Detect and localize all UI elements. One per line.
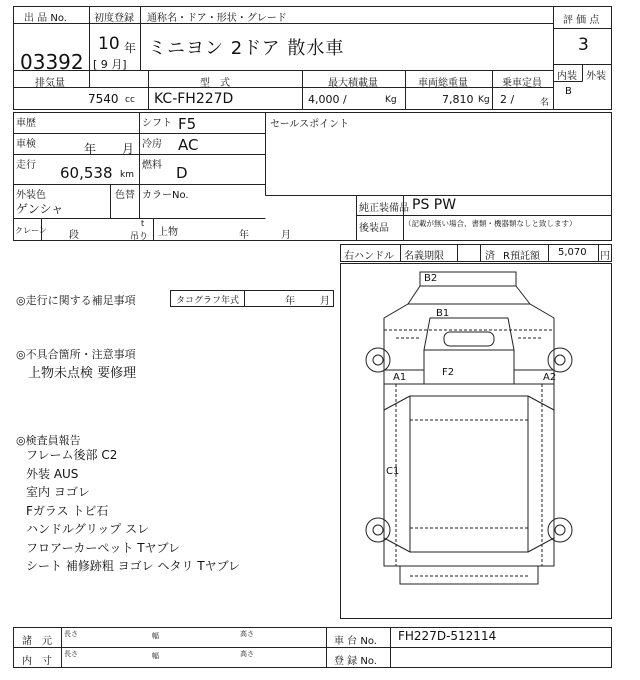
recycle-prefix: 済	[485, 251, 495, 262]
interior-dim-label: 内 寸	[22, 656, 52, 667]
reg-month-box: [ 9 月]	[93, 58, 127, 71]
defect-item: 上物未点検 要修理	[28, 366, 137, 381]
name-change-label: 名義期限	[404, 251, 444, 262]
capacity-unit: 名	[540, 98, 550, 108]
length-label: 長さ	[64, 630, 78, 638]
steering: 右ハンドル	[344, 251, 394, 262]
crane-ton-unit: t	[141, 219, 145, 228]
history-label: 車歴	[16, 118, 36, 129]
name-label: 通称名・ドア・形状・グレード	[147, 13, 287, 24]
selling-points-label: セールスポイント	[270, 119, 350, 130]
inspector-label: ◎検査員報告	[16, 434, 81, 447]
inspector-item: 室内 ヨゴレ	[26, 485, 90, 499]
inspector-item: フレーム後部 C2	[26, 448, 118, 462]
displacement-label: 排気量	[35, 78, 65, 89]
capacity-label: 乗車定員	[502, 78, 542, 89]
reg-year: 10	[98, 34, 120, 54]
year-unit: 年	[124, 41, 137, 55]
recycle-value: 5,070	[558, 247, 587, 258]
exterior-label: 外装	[586, 71, 606, 82]
grade: 3	[578, 35, 589, 55]
fuel-label: 燃料	[142, 160, 162, 171]
shift: F5	[178, 115, 197, 133]
inspector-item: フロアーカーペット Tヤブレ	[26, 540, 181, 555]
inspector-item: 外装 AUS	[26, 466, 79, 481]
fuel: D	[176, 164, 188, 182]
inspection-label: 車検	[16, 139, 36, 150]
mark-a2: A2	[543, 372, 557, 383]
mark-b2: B2	[424, 273, 438, 284]
mileage: 60,538	[60, 164, 113, 182]
inspection-month-unit: 月	[122, 142, 135, 156]
interior-label: 内装	[557, 71, 577, 82]
displacement: 7540	[88, 92, 119, 106]
grade-label: 評 価 点	[563, 15, 600, 26]
recycle-label: R預託額	[503, 251, 540, 262]
ac: AC	[178, 136, 199, 154]
gross-weight: 7,810	[442, 93, 474, 106]
equipment: PS PW	[412, 197, 457, 213]
color-label: 外装色	[16, 190, 46, 201]
upper-month-unit: 月	[281, 230, 291, 241]
mileage-unit: km	[120, 170, 134, 180]
inspector-item: シート 補修跡粗 ヨゴレ ヘタリ Tヤブレ	[26, 559, 241, 573]
inspector-item: Fガラス トビ石	[26, 503, 109, 518]
tacho-month-unit: 月	[320, 296, 330, 307]
gross-weight-label: 車両総重量	[418, 78, 468, 89]
ac-label: 冷房	[142, 139, 162, 150]
width-label: 幅	[152, 632, 159, 640]
max-load: 4,000 /	[308, 93, 347, 106]
lot-no-label: 出 品 No.	[24, 13, 67, 24]
aftermarket-label: 後装品	[359, 223, 389, 234]
height-label: 高さ	[240, 630, 254, 638]
gross-weight-unit: Kg	[478, 95, 490, 105]
crane-stage-unit: 段	[69, 230, 79, 241]
color-no-label: 色替	[115, 190, 135, 201]
interior-grade: B	[565, 86, 572, 97]
length-label: 長さ	[64, 650, 78, 658]
model: KC-FH227D	[154, 91, 234, 107]
inspector-item: ハンドルグリップ スレ	[26, 522, 150, 536]
mark-f2: F2	[442, 367, 455, 378]
reg-month: 9	[100, 58, 108, 71]
upper-year-unit: 年	[239, 230, 249, 241]
dimensions-label: 諸 元	[22, 636, 52, 647]
crane-hook-unit: 吊り	[130, 232, 149, 242]
plate-label: 登 録 No.	[334, 656, 377, 667]
max-load-label: 最大積載量	[328, 78, 378, 89]
inspector-list	[26, 446, 240, 576]
car-name: ミニヨン 2ドア 散水車	[148, 38, 345, 59]
displacement-unit: cc	[125, 95, 135, 105]
upper-label: 上物	[158, 227, 178, 238]
tacho-label: タコグラフ年式	[176, 296, 240, 306]
mark-a1: A1	[393, 372, 407, 383]
inspection-year-unit: 年	[84, 142, 97, 156]
height-label: 高さ	[240, 650, 254, 658]
defects-label: ◎不具合箇所・注意事項	[16, 348, 136, 361]
capacity: 2 /	[500, 93, 515, 106]
mark-b1: B1	[436, 308, 450, 319]
aftermarket-note: （記載が無い場合、書類・機器類なしと致します）	[404, 219, 577, 228]
chassis: FH227D-512114	[398, 629, 497, 643]
mileage-label: 走行	[16, 160, 36, 171]
color-code-label: カラーNo.	[142, 190, 189, 201]
driving-label: ◎走行に関する補足事項	[16, 294, 136, 307]
max-load-unit: Kg	[385, 95, 397, 105]
shift-label: シフト	[142, 118, 172, 129]
chassis-label: 車 台 No.	[334, 636, 377, 647]
recycle-unit: 円	[600, 251, 610, 262]
reg-label: 初度登録	[94, 13, 134, 24]
tacho-year-unit: 年	[285, 296, 295, 307]
vehicle-diagram	[366, 272, 572, 584]
width-label: 幅	[152, 652, 159, 660]
month-unit: 月	[111, 58, 123, 71]
lot-no: 03392	[20, 50, 84, 74]
model-label: 型 式	[200, 78, 230, 89]
equipment-label: 純正装備品	[359, 203, 409, 214]
mark-c1: C1	[386, 466, 400, 477]
color: ゲンシャ	[16, 202, 64, 216]
crane-label: クレーン	[15, 226, 47, 235]
